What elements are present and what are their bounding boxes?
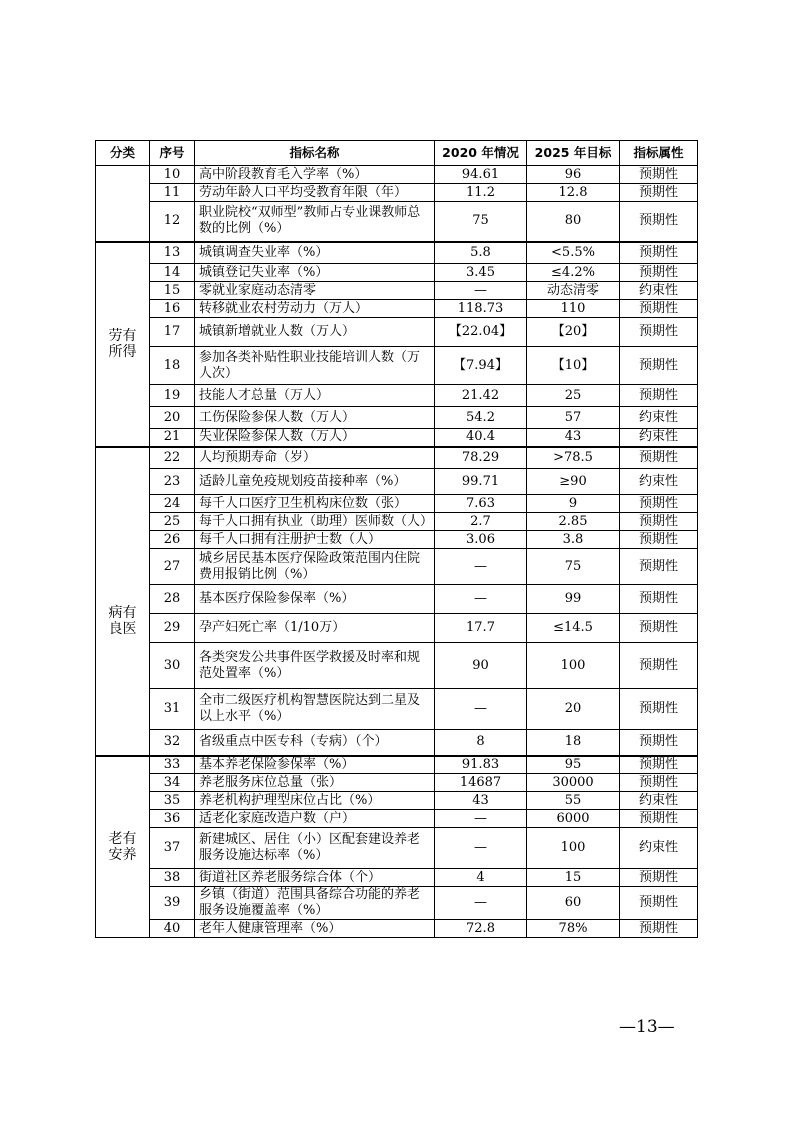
row-number: 16	[150, 300, 195, 318]
category-label: 劳有所得	[108, 328, 137, 360]
table-row	[96, 756, 698, 774]
target-2025: ≤4.2%	[527, 264, 620, 282]
target-2025: 动态清零	[527, 282, 620, 300]
row-number: 15	[150, 282, 195, 300]
target-2025: ≤14.5	[527, 614, 620, 643]
target-2025: 99	[527, 585, 620, 614]
table-row	[96, 447, 698, 469]
row-number: 38	[150, 869, 195, 887]
indicator-name: 职业院校“双师型”教师占专业课教师总数的比例（%）	[195, 202, 435, 242]
target-2025: 9	[527, 495, 620, 513]
row-number: 19	[150, 385, 195, 407]
value-2020: 118.73	[435, 300, 527, 318]
indicator-attribute: 约束性	[620, 469, 698, 495]
value-2020: 3.06	[435, 531, 527, 549]
indicator-attribute: 预期性	[620, 184, 698, 202]
page-number: —13—	[619, 1017, 675, 1037]
indicator-attribute: 预期性	[620, 774, 698, 792]
row-number: 33	[150, 756, 195, 774]
indicator-name: 街道社区养老服务综合体（个）	[195, 869, 435, 887]
table-row	[96, 774, 698, 792]
table-row	[96, 643, 698, 689]
target-2025: 【10】	[527, 347, 620, 385]
indicator-name: 省级重点中医专科（专病）（个）	[195, 730, 435, 756]
table-row	[96, 869, 698, 887]
indicator-attribute: 预期性	[620, 549, 698, 585]
indicator-name: 每千人口拥有执业（助理）医师数（人）	[195, 513, 435, 531]
category-label: 老有安养	[108, 830, 137, 863]
indicator-name: 参加各类补贴性职业技能培训人数（万人次）	[195, 347, 435, 385]
category-cell	[96, 447, 150, 756]
indicator-name: 乡镇（街道）范围具备综合功能的养老服务设施覆盖率（%）	[195, 887, 435, 920]
indicator-name: 每千人口拥有注册护士数（人）	[195, 531, 435, 549]
target-2025: 2.85	[527, 513, 620, 531]
table-row	[96, 347, 698, 385]
table-row	[96, 730, 698, 756]
indicator-name: 高中阶段教育毛入学率（%）	[195, 166, 435, 184]
target-2025: 3.8	[527, 531, 620, 549]
table-row	[96, 549, 698, 585]
row-number: 39	[150, 887, 195, 920]
indicator-attribute: 约束性	[620, 282, 698, 300]
row-number: 10	[150, 166, 195, 184]
indicator-name: 养老服务床位总量（张）	[195, 774, 435, 792]
indicator-name: 转移就业农村劳动力（万人）	[195, 300, 435, 318]
indicator-attribute: 预期性	[620, 810, 698, 828]
target-2025: 18	[527, 730, 620, 756]
header-2025-target: 2025 年目标	[527, 141, 620, 166]
table-row	[96, 792, 698, 810]
indicator-name: 劳动年龄人口平均受教育年限（年）	[195, 184, 435, 202]
row-number: 27	[150, 549, 195, 585]
indicator-name: 人均预期寿命（岁）	[195, 447, 435, 469]
indicator-attribute: 预期性	[620, 202, 698, 242]
indicator-attribute: 预期性	[620, 920, 698, 938]
row-number: 12	[150, 202, 195, 242]
category-cell	[96, 756, 150, 938]
row-number: 37	[150, 828, 195, 869]
indicator-attribute: 预期性	[620, 513, 698, 531]
row-number: 23	[150, 469, 195, 495]
value-2020: 3.45	[435, 264, 527, 282]
value-2020: 21.42	[435, 385, 527, 407]
indicator-attribute: 预期性	[620, 495, 698, 513]
value-2020: —	[435, 282, 527, 300]
target-2025: 95	[527, 756, 620, 774]
target-2025: ≥90	[527, 469, 620, 495]
value-2020: 94.61	[435, 166, 527, 184]
target-2025: 【20】	[527, 318, 620, 347]
target-2025: 25	[527, 385, 620, 407]
value-2020: 4	[435, 869, 527, 887]
target-2025: 55	[527, 792, 620, 810]
category-cell	[96, 242, 150, 447]
row-number: 35	[150, 792, 195, 810]
row-number: 32	[150, 730, 195, 756]
value-2020: 54.2	[435, 407, 527, 429]
value-2020: —	[435, 810, 527, 828]
row-number: 17	[150, 318, 195, 347]
indicator-attribute: 约束性	[620, 429, 698, 447]
header-attribute: 指标属性	[620, 141, 698, 166]
indicator-name: 失业保险参保人数（万人）	[195, 429, 435, 447]
table-row	[96, 184, 698, 202]
table-body	[96, 166, 698, 938]
target-2025: 20	[527, 689, 620, 730]
target-2025: 12.8	[527, 184, 620, 202]
table-row	[96, 469, 698, 495]
indicator-attribute: 预期性	[620, 689, 698, 730]
table-row	[96, 407, 698, 429]
table-row	[96, 614, 698, 643]
indicator-attribute: 约束性	[620, 407, 698, 429]
row-number: 31	[150, 689, 195, 730]
row-number: 21	[150, 429, 195, 447]
row-number: 34	[150, 774, 195, 792]
table-row	[96, 264, 698, 282]
indicator-table	[95, 140, 698, 938]
row-number: 36	[150, 810, 195, 828]
table-row	[96, 242, 698, 264]
row-number: 40	[150, 920, 195, 938]
target-2025: 96	[527, 166, 620, 184]
indicator-name: 适老化家庭改造户数（户）	[195, 810, 435, 828]
indicator-name: 各类突发公共事件医学救援及时率和规范处置率（%）	[195, 643, 435, 689]
table-row	[96, 513, 698, 531]
value-2020: 【22.04】	[435, 318, 527, 347]
indicator-name: 工伤保险参保人数（万人）	[195, 407, 435, 429]
value-2020: 14687	[435, 774, 527, 792]
row-number: 22	[150, 447, 195, 469]
indicator-attribute: 预期性	[620, 643, 698, 689]
table-row	[96, 385, 698, 407]
value-2020: 17.7	[435, 614, 527, 643]
indicator-name: 养老机构护理型床位占比（%）	[195, 792, 435, 810]
indicator-attribute: 预期性	[620, 264, 698, 282]
header-indicator-name: 指标名称	[195, 141, 435, 166]
value-2020: —	[435, 887, 527, 920]
value-2020: —	[435, 549, 527, 585]
value-2020: 2.7	[435, 513, 527, 531]
indicator-name: 每千人口医疗卫生机构床位数（张）	[195, 495, 435, 513]
indicator-attribute: 预期性	[620, 730, 698, 756]
target-2025: 60	[527, 887, 620, 920]
indicator-attribute: 约束性	[620, 828, 698, 869]
target-2025: 30000	[527, 774, 620, 792]
value-2020: 5.8	[435, 242, 527, 264]
indicator-attribute: 预期性	[620, 385, 698, 407]
target-2025: >78.5	[527, 447, 620, 469]
indicator-name: 城镇调查失业率（%）	[195, 242, 435, 264]
value-2020: 7.63	[435, 495, 527, 513]
table-row	[96, 202, 698, 242]
table-header-row	[96, 141, 698, 166]
table-row	[96, 828, 698, 869]
indicator-attribute: 预期性	[620, 242, 698, 264]
indicator-name: 城乡居民基本医疗保险政策范围内住院费用报销比例（%）	[195, 549, 435, 585]
table-row	[96, 495, 698, 513]
header-category: 分类	[96, 141, 150, 166]
table-row	[96, 300, 698, 318]
indicator-name: 零就业家庭动态清零	[195, 282, 435, 300]
row-number: 26	[150, 531, 195, 549]
indicator-attribute: 预期性	[620, 447, 698, 469]
row-number: 24	[150, 495, 195, 513]
target-2025: 80	[527, 202, 620, 242]
indicator-attribute: 预期性	[620, 300, 698, 318]
row-number: 20	[150, 407, 195, 429]
row-number: 13	[150, 242, 195, 264]
target-2025: 100	[527, 643, 620, 689]
header-number: 序号	[150, 141, 195, 166]
table-row	[96, 689, 698, 730]
target-2025: 100	[527, 828, 620, 869]
indicator-attribute: 预期性	[620, 887, 698, 920]
value-2020: 99.71	[435, 469, 527, 495]
row-number: 18	[150, 347, 195, 385]
value-2020: 72.8	[435, 920, 527, 938]
row-number: 28	[150, 585, 195, 614]
value-2020: —	[435, 689, 527, 730]
indicator-attribute: 预期性	[620, 166, 698, 184]
row-number: 30	[150, 643, 195, 689]
value-2020: 8	[435, 730, 527, 756]
row-number: 29	[150, 614, 195, 643]
value-2020: —	[435, 585, 527, 614]
indicator-name: 新建城区、居住（小）区配套建设养老服务设施达标率（%）	[195, 828, 435, 869]
row-number: 25	[150, 513, 195, 531]
header-2020-status: 2020 年情况	[435, 141, 527, 166]
table-row	[96, 887, 698, 920]
indicator-attribute: 预期性	[620, 614, 698, 643]
row-number: 11	[150, 184, 195, 202]
indicator-attribute: 预期性	[620, 531, 698, 549]
indicator-attribute: 预期性	[620, 869, 698, 887]
value-2020: 【7.94】	[435, 347, 527, 385]
indicator-name: 技能人才总量（万人）	[195, 385, 435, 407]
indicator-name: 孕产妇死亡率（1/10万）	[195, 614, 435, 643]
table-row	[96, 318, 698, 347]
value-2020: 78.29	[435, 447, 527, 469]
table-row	[96, 166, 698, 184]
category-label: 病有良医	[108, 605, 137, 637]
table-row	[96, 920, 698, 938]
value-2020: 43	[435, 792, 527, 810]
value-2020: 91.83	[435, 756, 527, 774]
indicator-name: 基本医疗保险参保率（%）	[195, 585, 435, 614]
target-2025: 75	[527, 549, 620, 585]
value-2020: 90	[435, 643, 527, 689]
indicator-name: 城镇新增就业人数（万人）	[195, 318, 435, 347]
table-row	[96, 282, 698, 300]
indicator-name: 城镇登记失业率（%）	[195, 264, 435, 282]
value-2020: 40.4	[435, 429, 527, 447]
indicator-name: 适龄儿童免疫规划疫苗接种率（%）	[195, 469, 435, 495]
target-2025: 6000	[527, 810, 620, 828]
target-2025: 78%	[527, 920, 620, 938]
target-2025: <5.5%	[527, 242, 620, 264]
indicator-attribute: 约束性	[620, 792, 698, 810]
indicator-name: 全市二级医疗机构智慧医院达到二星及以上水平（%）	[195, 689, 435, 730]
table-row	[96, 531, 698, 549]
target-2025: 43	[527, 429, 620, 447]
target-2025: 110	[527, 300, 620, 318]
category-cell	[96, 166, 150, 242]
value-2020: 75	[435, 202, 527, 242]
indicator-name: 基本养老保险参保率（%）	[195, 756, 435, 774]
indicator-name: 老年人健康管理率（%）	[195, 920, 435, 938]
table-row	[96, 810, 698, 828]
target-2025: 57	[527, 407, 620, 429]
indicator-attribute: 预期性	[620, 756, 698, 774]
target-2025: 15	[527, 869, 620, 887]
value-2020: 11.2	[435, 184, 527, 202]
row-number: 14	[150, 264, 195, 282]
value-2020: —	[435, 828, 527, 869]
indicator-attribute: 预期性	[620, 318, 698, 347]
indicator-attribute: 预期性	[620, 347, 698, 385]
indicator-attribute: 预期性	[620, 585, 698, 614]
table-row	[96, 429, 698, 447]
table-row	[96, 585, 698, 614]
